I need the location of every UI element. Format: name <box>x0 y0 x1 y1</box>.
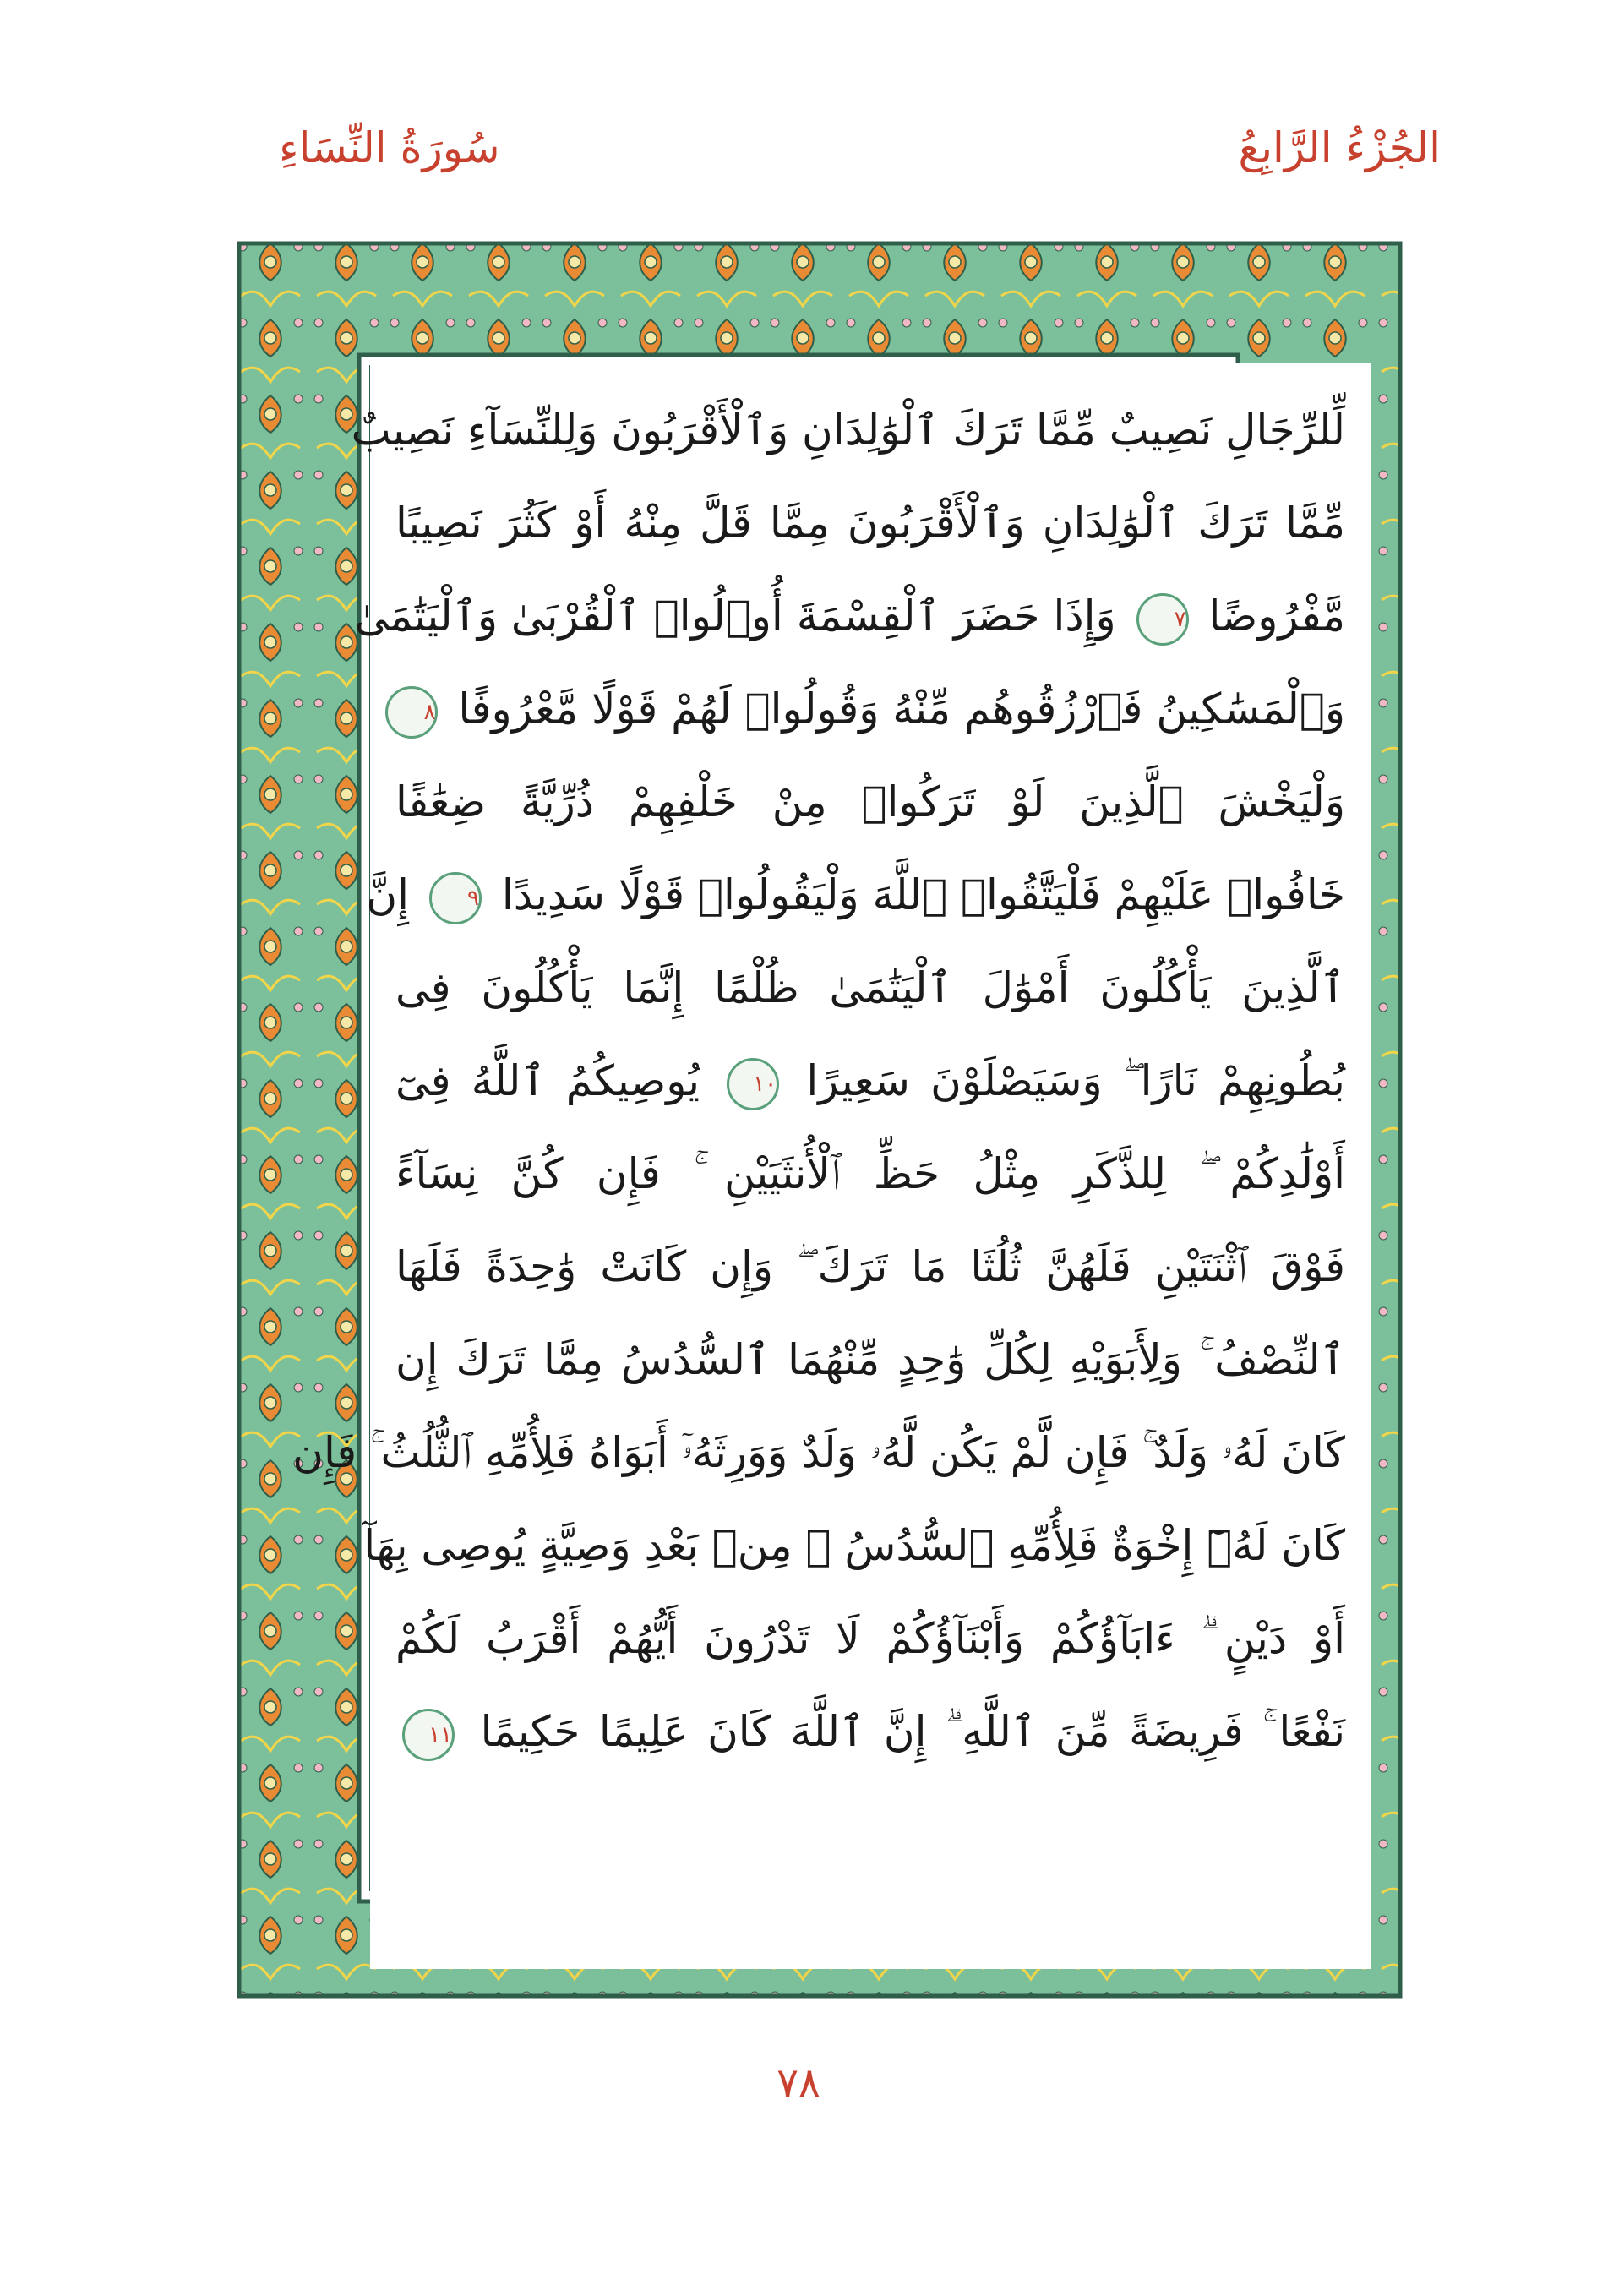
ayah-number-marker: ١٠ <box>727 1058 779 1110</box>
verse-line-15 <box>395 1682 1345 1781</box>
verse-line-7: ٱلَّذِينَ يَأْكُلُونَ أَمْوَٰلَ ٱلْيَتَٰمَىٰ ظُلْمًا إِنَّمَا يَأْكُلُونَ فِى <box>395 963 1345 1012</box>
verse-segment: يُوصِيكُمُ ٱللَّهُ فِىٓ <box>395 1056 700 1105</box>
juz-title: الجُزْءُ الرَّابِعُ <box>1238 123 1441 172</box>
verse-line-14: أَوْ دَيْنٍ ۗ ءَابَآؤُكُمْ وَأَبْنَآؤُكُمْ لَا تَدْرُونَ أَيُّهُمْ أَقْرَبُ لَكُمْ <box>395 1614 1345 1663</box>
verse-segment: وَٱلْمَسَٰكِينُ فَٱرْزُقُوهُم مِّنْهُ وَقُولُوا۟ لَهُمْ قَوْلًا مَّعْرُوفًا <box>458 684 1345 734</box>
verse-line-6 <box>366 845 1345 945</box>
ayah-number-marker: ٧ <box>1136 593 1189 646</box>
verse-line-10: فَوْقَ ٱثْنَتَيْنِ فَلَهُنَّ ثُلُثَا مَا تَرَكَ ۖ وَإِن كَانَتْ وَٰحِدَةً فَلَهَا <box>395 1242 1345 1291</box>
ayah-number-marker: ١١ <box>402 1709 455 1761</box>
verse-line-1: لِّلرِّجَالِ نَصِيبٌ مِّمَّا تَرَكَ ٱلْوَٰلِدَانِ وَٱلْأَقْرَبُونَ وَلِلنِّسَآءِ نَصِيبٌ <box>351 406 1345 455</box>
ayah-number-marker: ٩ <box>429 872 482 924</box>
verse-line-9: أَوْلَٰدِكُمْ ۖ لِلذَّكَرِ مِثْلُ حَظِّ ٱلْأُنثَيَيْنِ ۚ فَإِن كُنَّ نِسَآءً <box>395 1149 1345 1198</box>
verse-segment: وَإِذَا حَضَرَ ٱلْقِسْمَةَ أُو۟لُوا۟ ٱلْقُرْبَىٰ وَٱلْيَتَٰمَىٰ <box>354 592 1116 641</box>
verse-line-8 <box>395 1031 1345 1131</box>
verse-line-4 <box>395 659 1345 759</box>
page-header <box>0 118 1597 194</box>
verse-segment: مَّفْرُوضًا <box>1208 592 1345 641</box>
page-number: ٧٨ <box>777 2059 820 2107</box>
verse-segment: نَفْعًا ۚ فَرِيضَةً مِّنَ ٱللَّهِ ۗ إِنَّ ٱللَّهَ كَانَ عَلِيمًا حَكِيمًا <box>480 1707 1345 1756</box>
verse-segment: خَافُوا۟ عَلَيْهِمْ فَلْيَتَّقُوا۟ ٱللَّهَ وَلْيَقُولُوا۟ قَوْلًا سَدِيدًا <box>501 870 1345 919</box>
surah-title: سُورَةُ النِّسَاءِ <box>279 123 500 172</box>
verse-line-2: مِّمَّا تَرَكَ ٱلْوَٰلِدَانِ وَٱلْأَقْرَبُونَ مِمَّا قَلَّ مِنْهُ أَوْ كَثُرَ نَصِيبًا <box>395 499 1345 548</box>
verse-text-panel <box>292 363 1371 1969</box>
verse-line-3 <box>354 566 1345 666</box>
verse-segment: بُطُونِهِمْ نَارًا ۖ وَسَيَصْلَوْنَ سَعِيرًا <box>806 1056 1345 1105</box>
verse-line-5: وَلْيَخْشَ ٱلَّذِينَ لَوْ تَرَكُوا۟ مِنْ خَلْفِهِمْ ذُرِّيَّةً ضِعَٰفًا <box>395 777 1345 826</box>
ayah-number-marker: ٨ <box>385 686 438 739</box>
verse-segment: إِنَّ <box>366 870 410 919</box>
verse-line-11: ٱلنِّصْفُ ۚ وَلِأَبَوَيْهِ لِكُلِّ وَٰحِدٍ مِّنْهُمَا ٱلسُّدُسُ مِمَّا تَرَكَ إِن <box>395 1335 1345 1384</box>
verse-line-13: كَانَ لَهُۥٓ إِخْوَةٌ فَلِأُمِّهِ ٱلسُّدُسُ ۚ مِنۢ بَعْدِ وَصِيَّةٍ يُوصِى بِهَآ <box>363 1521 1345 1570</box>
verse-line-12: كَانَ لَهُۥ وَلَدٌ ۚ فَإِن لَّمْ يَكُن لَّهُۥ وَلَدٌ وَوَرِثَهُۥٓ أَبَوَاهُ فَلِأُمِّهِ ٱلثُّلُثُ ۚ فَإِن <box>292 1428 1345 1477</box>
